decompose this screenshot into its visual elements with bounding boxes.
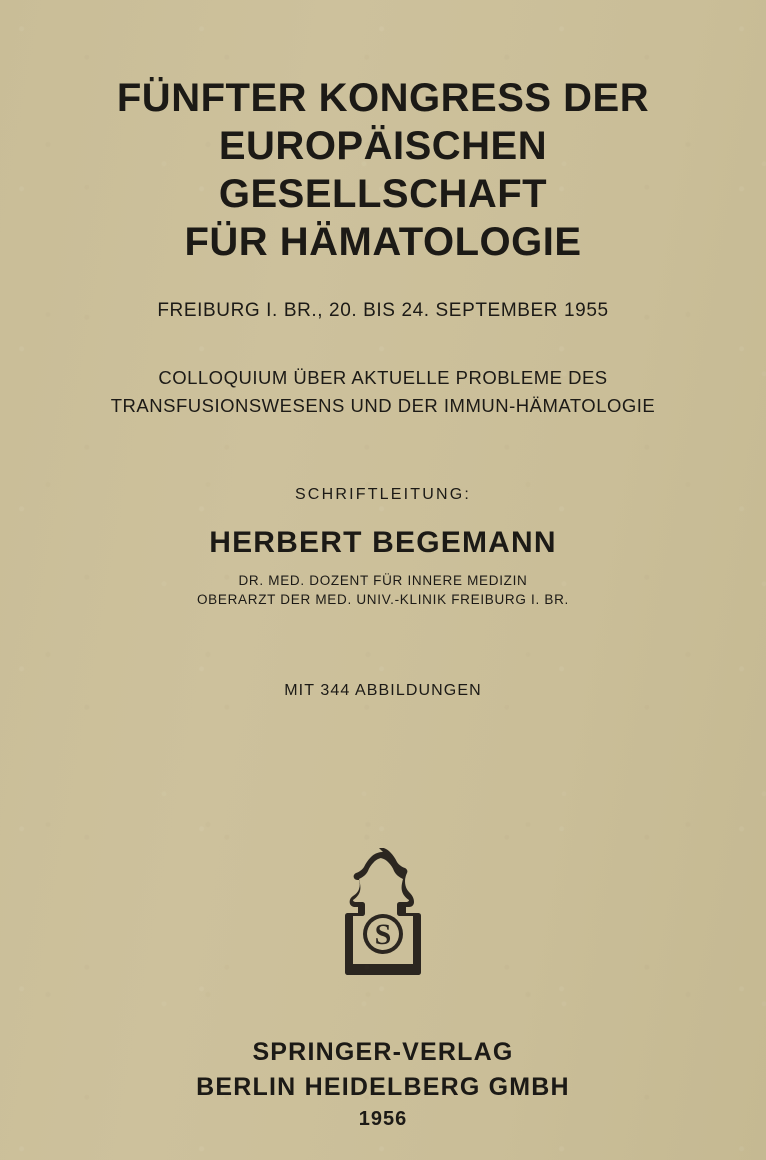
springer-knight-chess-logo-icon bbox=[337, 848, 429, 976]
publication-year: 1956 bbox=[358, 1107, 408, 1130]
colloquium-subtitle bbox=[53, 364, 713, 420]
editor-affiliation-line-1: DR. MED. DOZENT FÜR INNERE MEDIZIN bbox=[238, 572, 528, 588]
editor-affiliation-line-2: OBERARZT DER MED. UNIV.-KLINIK FREIBURG I. BR. bbox=[196, 592, 569, 608]
title-line-3: FÜR HÄMATOLOGIE bbox=[184, 220, 582, 264]
publisher-block bbox=[196, 1038, 570, 1131]
illustrations-note: MIT 344 ABBILDUNGEN bbox=[284, 681, 482, 699]
place-and-date: FREIBURG I. BR., 20. BIS 24. SEPTEMBER 1955 bbox=[157, 300, 609, 321]
title-line-1: FÜNFTER KONGRESS DER bbox=[116, 76, 650, 120]
title-block bbox=[63, 74, 703, 266]
title-line-2: EUROPÄISCHEN GESELLSCHAFT bbox=[218, 124, 548, 216]
page-title bbox=[63, 74, 703, 266]
editor-affiliation bbox=[197, 571, 569, 610]
publisher-name: SPRINGER-VERLAG bbox=[252, 1037, 514, 1066]
colloquium-line-1: COLLOQUIUM ÜBER AKTUELLE PROBLEME DES bbox=[158, 367, 608, 388]
colloquium-line-2: TRANSFUSIONSWESENS UND DER IMMUN-HÄMATOLOGIE bbox=[110, 394, 656, 416]
logo-monogram: S bbox=[374, 917, 392, 951]
editor-name: HERBERT BEGEMANN bbox=[209, 525, 557, 559]
editorship-label: SCHRIFTLEITUNG: bbox=[294, 485, 472, 503]
publisher-city: BERLIN HEIDELBERG GMBH bbox=[196, 1072, 570, 1101]
